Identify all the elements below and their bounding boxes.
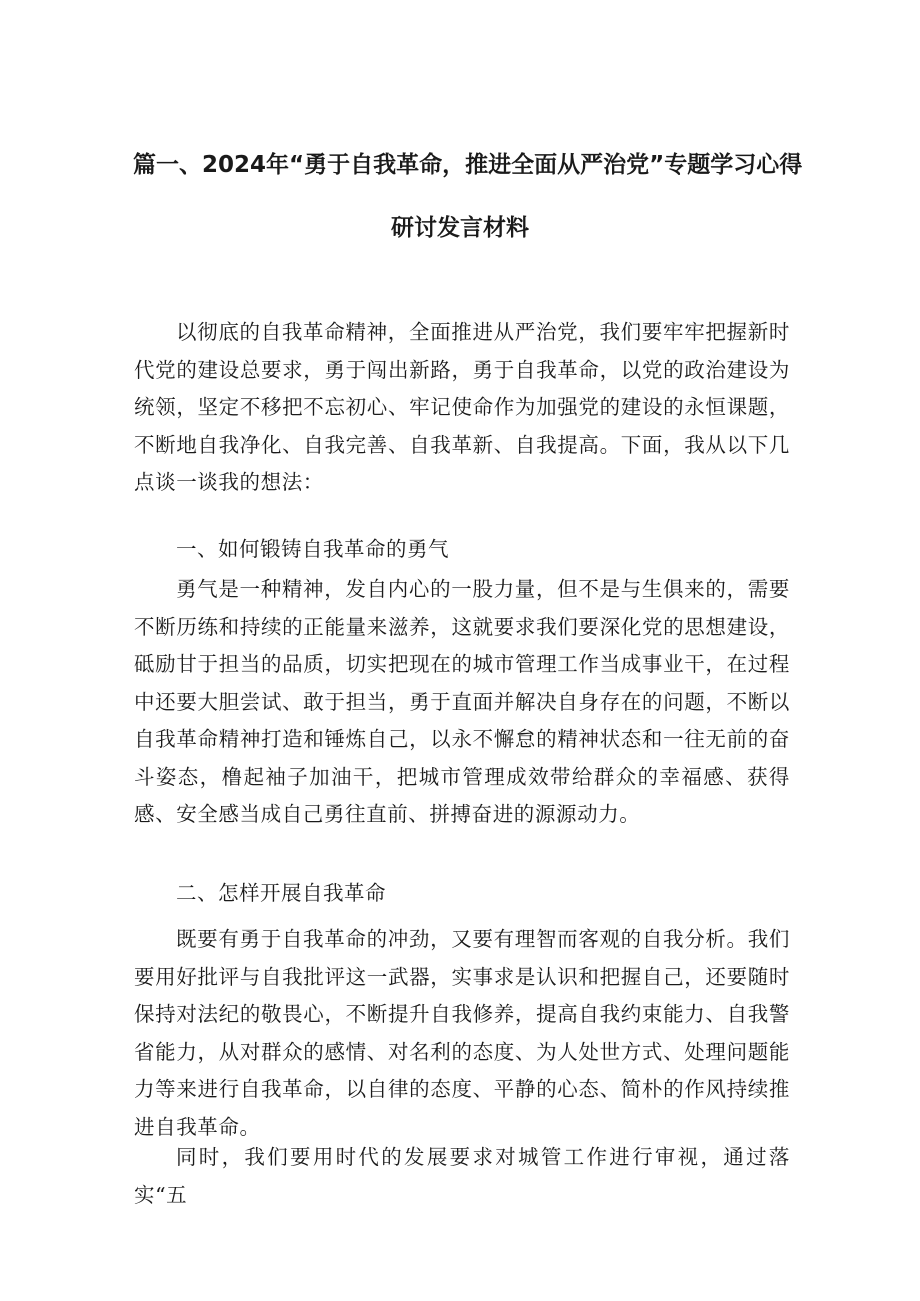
section2-heading: 二、怎样开展自我革命 bbox=[176, 881, 386, 905]
section2-paragraph: 既要有勇于自我革命的冲劲，又要有理智而客观的自我分析。我们要用好批评与自我批评这一武器，实事求是认识和把握自己，还要随时保持对法纪的敬畏心，不断提升自我修养，提高自我约束能力、自我警省能力，从对群众的感情、对名利的态度、为人处世方式、处理问题能力等来进行自我革命，以自律的态度、平静的心态、简朴的作风持续推进自我革命。 bbox=[134, 927, 790, 1139]
document-title-line2: 研讨发言材料 bbox=[391, 215, 529, 241]
section2-paragraph-continued: 同时，我们要用时代的发展要求对城管工作进行审视，通过落实“五 bbox=[134, 1145, 790, 1207]
document-title-line1: 篇一、2024年“勇于自我革命，推进全面从严治党”专题学习心得 bbox=[133, 152, 803, 178]
section1-heading: 一、如何锻铸自我革命的勇气 bbox=[176, 537, 449, 561]
section1-paragraph: 勇气是一种精神，发自内心的一股力量，但不是与生俱来的，需要不断历练和持续的正能量来滋养，这就要求我们要深化党的思想建设，砥励甘于担当的品质，切实把现在的城市管理工作当成事业干，在过程中还要大胆尝试、敢于担当，勇于直面并解决自身存在的问题，不断以自我革命精神打造和锤炼自己，以永不懈怠的精神状态和一往无前的奋斗姿态，橹起袖子加油干，把城市管理成效带给群众的幸福感、获得感、安全感当成自己勇往直前、拼搏奋进的源源动力。 bbox=[134, 577, 790, 826]
intro-paragraph: 以彻底的自我革命精神，全面推进从严治党，我们要牢牢把握新时代党的建设总要求，勇于闯出新路，勇于自我革命，以党的政治建设为统领，坚定不移把不忘初心、牢记使命作为加强党的建设的永恒课题，不断地自我净化、自我完善、自我革新、自我提高。下面，我从以下几点谈一谈我的想法： bbox=[134, 320, 790, 494]
